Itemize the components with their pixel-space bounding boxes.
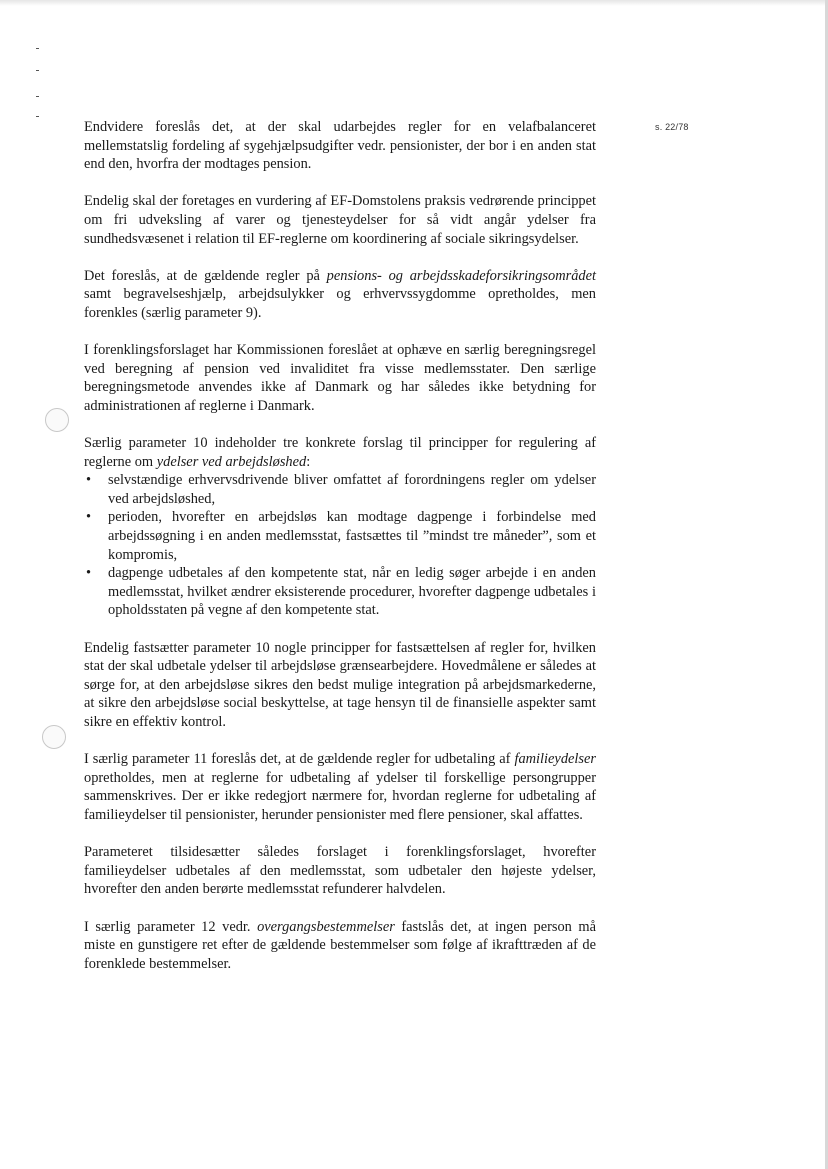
bullet-icon: •	[86, 472, 92, 489]
paragraph-text: :	[306, 453, 311, 470]
paragraph-transitional-provisions	[84, 918, 596, 974]
bullet-icon: •	[86, 509, 92, 526]
paragraph-invalidity-calculation: I forenklingsforslaget har Kommissionen foreslået at ophæve en særlig beregningsregel ved beregning af pension ved invaliditet fra visse medlemsstater. Den særlige beregningsmetode anvendes ikke af Danmark og har således ikke betydning for administrationen af reglerne i Danmark.	[84, 342, 596, 414]
paragraph-text: samt begravelseshjælp, arbejdsulykker og erhvervssygdomme opretholdes, men forenkles (særlig parameter 9).	[84, 286, 596, 321]
list-item-text: selvstændige erhvervsdrivende bliver omfattet af forordningens regler om ydelser ved arbejdsløshed,	[108, 472, 596, 507]
margin-mark	[36, 116, 39, 117]
paragraph-parameter-overrides: Parameteret tilsidesætter således forslaget i forenklingsforslaget, hvorefter familieydelser udbetales af den medlemsstat, som udbetaler den højeste ydelser, hvorefter den anden berørte medlemsstat refunderer halvdelen.	[84, 844, 596, 898]
paragraph-text: I særlig parameter 11 foreslås det, at de gældende regler for udbetaling af	[84, 751, 515, 768]
unemployment-proposals-list	[84, 471, 596, 620]
paragraph-ef-court-practice: Endelig skal der foretages en vurdering af EF-Domstolens praksis vedrørende princippet om fri udveksling af varer og tjenesteydelser for så vidt angår ydelser fra sundhedsvæsenet i relation til EF-reglerne om koordinering af sociale sikringsydelser.	[84, 193, 596, 247]
paragraph-text: Særlig parameter 10 indeholder tre konkrete forslag til principper for regulering af reglerne om	[84, 435, 596, 470]
punch-hole-upper	[45, 408, 69, 432]
paragraph-text: fastslås det, at ingen person må miste en gunstigere ret efter de gældende bestemmelser som følge af ikrafttræden af de forenklede bestemmelser.	[84, 918, 597, 972]
paragraph-text: opretholdes, men at reglerne for udbetaling af ydelser til forskellige persongrupper sammenskrives. Der er ikke redegjort nærmere for, hvordan reglerne for udbetaling af familieydelser til pensionister, herunder pensionister med flere pensioner, skal affattes.	[84, 769, 596, 823]
paragraph-text: I særlig parameter 12 vedr.	[84, 918, 258, 935]
paragraph-text: Det foreslås, at de gældende regler på	[84, 267, 327, 284]
paragraph-family-benefits	[84, 750, 596, 824]
margin-mark	[36, 48, 39, 49]
page-number: s. 22/78	[655, 122, 689, 132]
emphasis-term: overgangsbestemmelser	[257, 918, 395, 935]
emphasis-term: familieydelser	[514, 751, 596, 768]
emphasis-term: pensions- og arbejdsskadeforsikringsområdet	[326, 267, 596, 284]
bullet-icon: •	[86, 565, 92, 582]
list-item-text: perioden, hvorefter en arbejdsløs kan modtage dagpenge i forbindelse med arbejdssøgning i en anden medlemsstat, fastsættes til ”mindst tre måneder”, som et kompromis,	[108, 509, 596, 563]
page-top-edge	[0, 0, 828, 6]
list-item	[84, 508, 596, 564]
list-item-text: dagpenge udbetales af den kompetente stat, når en ledig søger arbejde i en anden medlemsstat, hvilket ændrer eksisterende procedurer, hvorefter dagpenge udbetales i opholdsstaten på vegne af den kompetente stat.	[108, 565, 596, 619]
paragraph-pension-rules	[84, 267, 596, 323]
punch-hole-lower	[42, 725, 66, 749]
paragraph-parameter-10-intro	[84, 434, 596, 471]
margin-mark	[36, 96, 39, 97]
document-body	[84, 118, 596, 992]
paragraph-sickness-benefits: Endvidere foreslås det, at der skal udarbejdes regler for en velafbalanceret mellemstatslig fordeling af sygehjælpsudgifter vedr. pensionister, der bor i en anden stat end den, hvorfra der modtages pension.	[84, 119, 596, 173]
margin-mark	[36, 70, 39, 71]
list-item	[84, 564, 596, 620]
list-item	[84, 471, 596, 508]
emphasis-term: ydelser ved arbejdsløshed	[156, 453, 307, 470]
paragraph-frontier-workers: Endelig fastsætter parameter 10 nogle principper for fastsættelsen af regler for, hvilken stat der skal udbetale ydelser til arbejdsløse grænsearbejdere. Hovedmålene er således at sørge for, at den arbejdsløse sikres den bedst mulige integration på arbejdsmarkederne, at sikre den arbejdsløse social beskyttelse, at tage hensyn til de finansielle aspekter samt sikre en effektiv kontrol.	[84, 639, 596, 730]
